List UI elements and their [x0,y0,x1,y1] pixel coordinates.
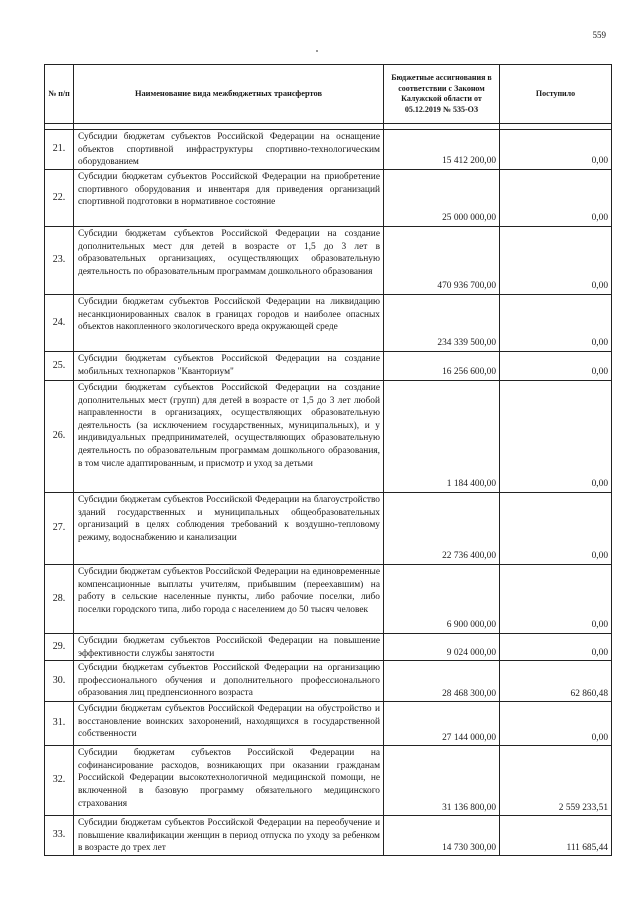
table-row [45,661,612,702]
row-number: 33. [45,816,74,856]
table-row [45,565,612,634]
row-name: Субсидии бюджетам субъектов Российской Федерации на приобретение спортивного оборудования и инвентаря для приведения организаций спортивной подготовки в нормативное состояние [74,170,384,227]
row-budget: 9 024 000,00 [384,634,500,661]
row-received: 0,00 [500,227,612,295]
table-row [45,746,612,816]
row-number: 28. [45,565,74,634]
row-received: 0,00 [500,493,612,565]
row-number: 21. [45,130,74,170]
row-budget: 1 184 400,00 [384,381,500,493]
row-name: Субсидии бюджетам субъектов Российской Федерации на оснащение объектов спортивной инфраструктуры спортивно-технологическим оборудованием [74,130,384,170]
table-row [45,352,612,381]
table-row [45,816,612,856]
table-row [45,130,612,170]
row-name: Субсидии бюджетам субъектов Российской Федерации на переобучение и повышение квалификации женщин в период отпуска по уходу за ребенком в возрасте до трех лет [74,816,384,856]
table-row [45,295,612,352]
table-row [45,170,612,227]
table-row [45,493,612,565]
row-received: 111 685,44 [500,816,612,856]
transfers-table [44,64,612,856]
header-budget: Бюджетные ассигнования в соответствии с Законом Калужской области от 05.12.2019 № 535-ОЗ [384,65,500,124]
row-received: 2 559 233,51 [500,746,612,816]
row-number: 23. [45,227,74,295]
scan-speck [316,50,318,52]
row-name: Субсидии бюджетам субъектов Российской Федерации на создание дополнительных мест (групп) для детей в возрасте от 1,5 до 3 лет любой направленности в организациях, осуществляющих образовательную деятельность (за исключением государственных, муниципальных), и у индивидуальных предпринимателей, осуществляющих образовательную деятельность по образовательным программам дошкольного образования, в том числе адаптированным, и присмотр и уход за детьми [74,381,384,493]
header-name: Наименование вида межбюджетных трансфертов [74,65,384,124]
row-budget: 15 412 200,00 [384,130,500,170]
row-number: 32. [45,746,74,816]
row-received: 62 860,48 [500,661,612,702]
row-number: 30. [45,661,74,702]
table-header-row [45,65,612,124]
row-number: 24. [45,295,74,352]
row-budget: 6 900 000,00 [384,565,500,634]
row-name: Субсидии бюджетам субъектов Российской Федерации на организацию профессионального обучения и дополнительного профессионального образования лиц предпенсионного возраста [74,661,384,702]
header-received: Поступило [500,65,612,124]
row-name: Субсидии бюджетам субъектов Российской Федерации на ликвидацию несанкционированных свалок в границах городов и наиболее опасных объектов накопленного экологического вреда окружающей среде [74,295,384,352]
row-budget: 16 256 600,00 [384,352,500,381]
row-name: Субсидии бюджетам субъектов Российской Федерации на повышение эффективности службы занятости [74,634,384,661]
row-budget: 470 936 700,00 [384,227,500,295]
row-budget: 22 736 400,00 [384,493,500,565]
row-name: Субсидии бюджетам субъектов Российской Федерации на единовременные компенсационные выплаты учителям, прибывшим (переехавшим) на работу в сельские населенные пункты, либо рабочие поселки, либо поселки городского типа, либо города с населением до 50 тысяч человек [74,565,384,634]
row-name: Субсидии бюджетам субъектов Российской Федерации на благоустройство зданий государственных и муниципальных общеобразовательных организаций в целях соблюдения требований к воздушно-тепловому режиму, водоснабжению и канализации [74,493,384,565]
row-number: 25. [45,352,74,381]
page-number: 559 [592,30,606,40]
row-budget: 27 144 000,00 [384,702,500,746]
row-number: 26. [45,381,74,493]
row-name: Субсидии бюджетам субъектов Российской Федерации на создание дополнительных мест для детей в возрасте от 1,5 до 3 лет в образовательных организациях, осуществляющих образовательную деятельность по образовательным программам дошкольного образования [74,227,384,295]
row-number: 27. [45,493,74,565]
row-received: 0,00 [500,565,612,634]
row-received: 0,00 [500,130,612,170]
table-body [45,130,612,856]
table-row [45,381,612,493]
row-name: Субсидии бюджетам субъектов Российской Федерации на создание мобильных технопарков "Кванториум" [74,352,384,381]
table-row [45,634,612,661]
row-number: 29. [45,634,74,661]
row-received: 0,00 [500,381,612,493]
row-received: 0,00 [500,295,612,352]
row-budget: 28 468 300,00 [384,661,500,702]
row-number: 31. [45,702,74,746]
row-name: Субсидии бюджетам субъектов Российской Федерации на софинансирование расходов, возникающих при оказании гражданам Российской Федерации высокотехнологичной медицинской помощи, не включенной в базовую программу обязательного медицинского страхования [74,746,384,816]
header-num: № п/п [45,65,74,124]
row-budget: 25 000 000,00 [384,170,500,227]
row-budget: 14 730 300,00 [384,816,500,856]
row-received: 0,00 [500,634,612,661]
table-row [45,702,612,746]
row-received: 0,00 [500,352,612,381]
row-received: 0,00 [500,702,612,746]
row-budget: 234 339 500,00 [384,295,500,352]
row-number: 22. [45,170,74,227]
row-received: 0,00 [500,170,612,227]
table-row [45,227,612,295]
row-name: Субсидии бюджетам субъектов Российской Федерации на обустройство и восстановление воинских захоронений, находящихся в государственной собственности [74,702,384,746]
row-budget: 31 136 800,00 [384,746,500,816]
